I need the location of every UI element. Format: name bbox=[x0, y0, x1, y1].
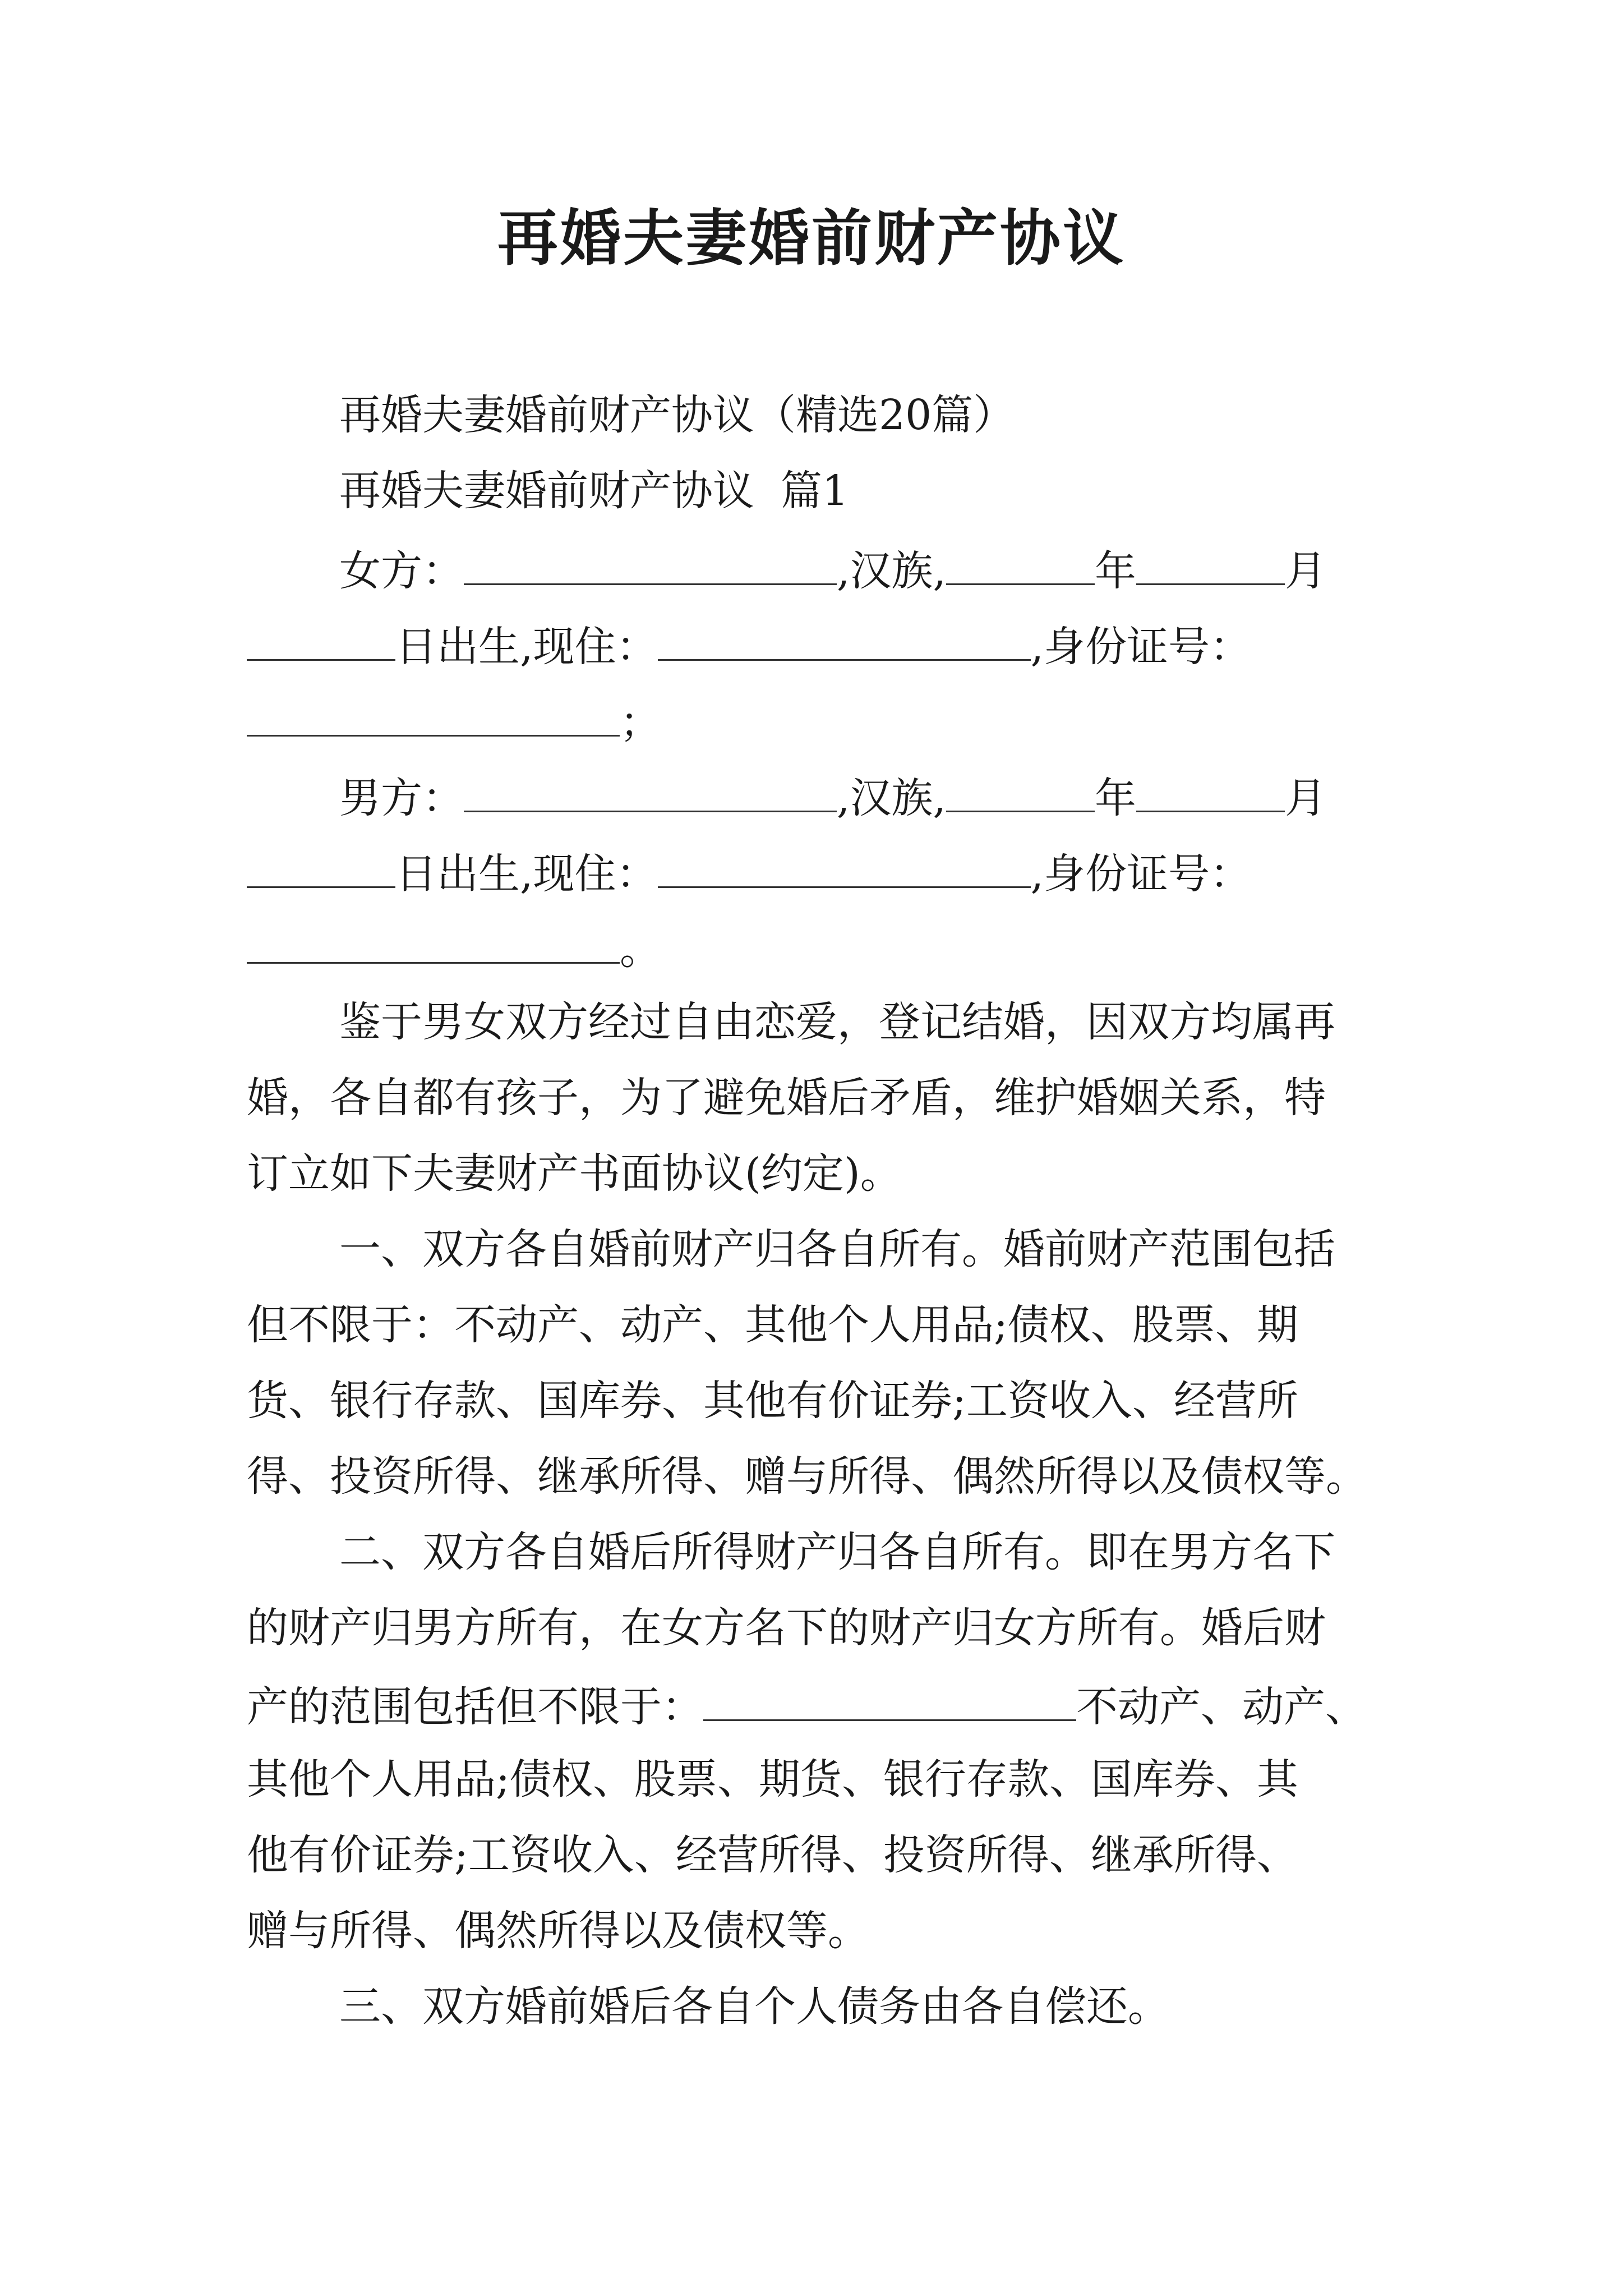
female-party-line3 bbox=[247, 691, 1385, 751]
clause2-line: 他有价证券;工资收入、经营所得、投资所得、继承所得、 bbox=[247, 1831, 1298, 1879]
clause2-line3-pre: 产的范围包括但不限于： bbox=[247, 1683, 703, 1731]
clause2-line: 其他个人用品;债权、股票、期货、银行存款、国库券、其 bbox=[247, 1755, 1298, 1803]
clause1-line: 一、双方各自婚前财产归各自所有。婚前财产范围包括 bbox=[339, 1225, 1335, 1273]
male-end: 。 bbox=[620, 926, 661, 974]
preamble-line: 婚，各自都有孩子，为了避免婚后矛盾，维护婚姻关系，特 bbox=[247, 1074, 1326, 1122]
male-year-label: 年 bbox=[1095, 774, 1137, 822]
clause2-line: 的财产归男方所有，在女方名下的财产归女方所有。婚后财 bbox=[247, 1604, 1326, 1652]
female-address-blank[interactable] bbox=[658, 615, 1031, 661]
document-title: 再婚夫妻婚前财产协议 bbox=[497, 203, 1126, 274]
male-party-line2 bbox=[247, 843, 1385, 902]
male-birth-year-blank[interactable] bbox=[946, 767, 1095, 812]
female-birth-month-blank[interactable] bbox=[1136, 540, 1285, 585]
female-party-line1 bbox=[339, 540, 1385, 599]
clause3-line: 三、双方婚前婚后各自个人债务由各自偿还。 bbox=[339, 1982, 1169, 2031]
clause2-line3-post: 不动产、动产、 bbox=[1076, 1683, 1367, 1731]
female-label: 女方： bbox=[339, 547, 464, 595]
female-id-label: ,身份证号： bbox=[1030, 623, 1252, 671]
preamble-line: 订立如下夫妻财产书面协议(约定)。 bbox=[247, 1149, 902, 1198]
female-year-label: 年 bbox=[1095, 547, 1137, 595]
post-marital-scope-blank[interactable] bbox=[703, 1676, 1076, 1721]
clause2-line: 二、双方各自婚后所得财产归各自所有。即在男方名下 bbox=[339, 1528, 1335, 1576]
female-end: ； bbox=[620, 698, 661, 747]
female-name-blank[interactable] bbox=[464, 540, 837, 585]
female-birth-day-blank[interactable] bbox=[247, 615, 395, 661]
male-party-line1 bbox=[339, 767, 1385, 826]
male-party-line3 bbox=[247, 918, 1385, 978]
preamble-line: 鉴于男女双方经过自由恋爱，登记结婚，因双方均属再 bbox=[339, 998, 1335, 1046]
male-id-label: ,身份证号： bbox=[1030, 850, 1252, 898]
clause1-line: 货、银行存款、国库券、其他有价证券;工资收入、经营所 bbox=[247, 1377, 1298, 1425]
clause1-line: 但不限于：不动产、动产、其他个人用品;债权、股票、期 bbox=[247, 1301, 1298, 1349]
male-ethnicity: ,汉族, bbox=[837, 774, 947, 822]
male-name-blank[interactable] bbox=[464, 767, 837, 812]
subtitle: 再婚夫妻婚前财产协议（精选20篇） bbox=[339, 391, 1015, 439]
section-heading: 再婚夫妻婚前财产协议 篇1 bbox=[339, 467, 849, 515]
male-address-blank[interactable] bbox=[658, 843, 1031, 888]
clause2-line bbox=[247, 1676, 1385, 1735]
female-birth-year-blank[interactable] bbox=[946, 540, 1095, 585]
female-ethnicity: ,汉族, bbox=[837, 547, 947, 595]
female-party-line2 bbox=[247, 615, 1385, 675]
male-id-blank[interactable] bbox=[247, 918, 620, 964]
male-birth-day-blank[interactable] bbox=[247, 843, 395, 888]
male-birth-month-blank[interactable] bbox=[1136, 767, 1285, 812]
male-born-residence: 日出生,现住： bbox=[395, 850, 658, 898]
male-month-label: 月 bbox=[1285, 774, 1327, 822]
clause2-line: 赠与所得、偶然所得以及债权等。 bbox=[247, 1907, 869, 1955]
clause1-line: 得、投资所得、继承所得、赠与所得、偶然所得以及债权等。 bbox=[247, 1452, 1367, 1501]
female-id-blank[interactable] bbox=[247, 691, 620, 737]
female-month-label: 月 bbox=[1285, 547, 1327, 595]
male-label: 男方： bbox=[339, 774, 464, 822]
female-born-residence: 日出生,现住： bbox=[395, 623, 658, 671]
